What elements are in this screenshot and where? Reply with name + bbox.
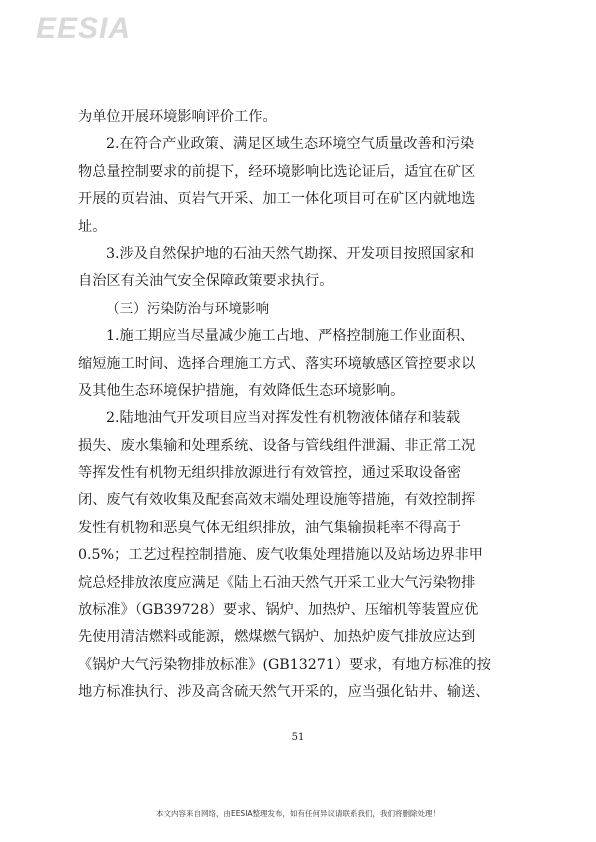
section-heading: （三）污染防治与环境影响 <box>106 300 270 317</box>
document-body <box>78 104 518 707</box>
text-line: 及其他生态环境保护措施，有效降低生态环境影响。 <box>78 382 405 399</box>
text-line: 1.施工期应当尽量减少施工占地、严格控制施工作业面积、 <box>106 328 475 345</box>
text-line: 3.涉及自然保护地的石油天然气勘探、开发项目按照国家和 <box>106 245 475 262</box>
text-line: 开展的页岩油、页岩气开采、加工一体化项目可在矿区内就地选 <box>78 191 476 208</box>
text-line: 闭、废气有效收集及配套高效末端处理设施等措施，有效控制挥 <box>78 492 476 509</box>
text-line: 0.5%；工艺过程控制措施、废气收集处理措施以及站场边界非甲 <box>78 547 483 564</box>
text-line: 为单位开展环境影响评价工作。 <box>78 109 277 125</box>
text-line: 烷总烃排放浓度应满足《陆上石油天然气开采工业大气污染物排 <box>78 574 476 591</box>
text-line: 先使用清洁燃料或能源，燃煤燃气锅炉、加热炉废气排放应达到 <box>78 629 476 646</box>
page-number: 51 <box>291 732 305 743</box>
text-line: 地方标准执行、涉及高含硫天然气开采的，应当强化钻井、输送、 <box>78 684 490 701</box>
text-line: 发性有机物和恶臭气体无组织排放，油气集输损耗率不得高于 <box>78 519 462 536</box>
text-line: 放标准》（GB39728）要求、锅炉、加热炉、压缩机等装置应优 <box>78 602 479 619</box>
footer-disclaimer: 本文内容来自网络，由EESIA整理发布，如有任何异议请联系我们，我们将删除处理！ <box>155 809 441 818</box>
text-line: 物总量控制要求的前提下，经环境影响比选论证后，适宜在矿区 <box>78 163 476 180</box>
eesia-logo: EESIA <box>36 12 132 45</box>
text-line: 2.在符合产业政策、满足区域生态环境空气质量改善和污染 <box>106 136 475 153</box>
text-line: 《锅炉大气污染物排放标准》(GB13271）要求，有地方标准的按 <box>78 656 491 673</box>
text-line: 损失、废水集输和处理系统、设备与管线组件泄漏、非正常工况 <box>78 437 476 454</box>
text-line: 2.陆地油气开发项目应当对挥发性有机物液体储存和装载 <box>106 410 461 427</box>
text-line: 缩短施工时间、选择合理施工方式、落实环境敏感区管控要求以 <box>78 355 476 372</box>
text-line: 自治区有关油气安全保障政策要求执行。 <box>78 273 334 290</box>
text-line: 址。 <box>78 218 107 235</box>
text-line: 等挥发性有机物无组织排放源进行有效管控，通过采取设备密 <box>78 465 462 482</box>
